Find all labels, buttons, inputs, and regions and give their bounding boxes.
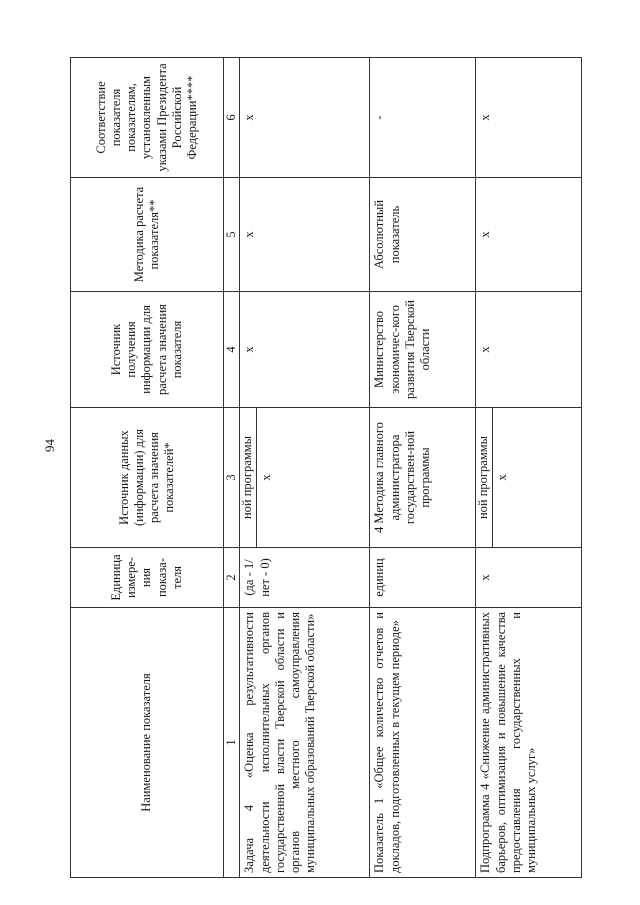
data-source-value: х	[258, 474, 273, 481]
indicators-table	[70, 57, 582, 878]
table-number-row	[224, 58, 240, 878]
header-unit: Единица измере-ния показа-теля	[71, 548, 224, 608]
data-source-continuation: ной программы	[240, 408, 256, 547]
col-number: 5	[224, 178, 240, 292]
col-number: 1	[224, 608, 240, 878]
table-row	[476, 58, 582, 878]
method-cell: х	[476, 178, 582, 292]
method-cell: х	[240, 178, 370, 292]
indicator-name: Подпрограмма 4 «Снижение административных барьеров, оптимизация и повышение качества предоставления государственных и муниципальных услуг»	[476, 608, 582, 878]
col-number: 3	[224, 408, 240, 548]
info-source-cell: х	[240, 292, 370, 408]
table-header-row	[71, 58, 224, 878]
info-source-cell: Министерство экономичес-кого развития Тверской области	[370, 292, 476, 408]
header-info-source: Источник получения информации для расчета значения показателя	[71, 292, 224, 408]
unit-cell: (да - 1/ нет - 0)	[240, 548, 370, 608]
header-method: Методика расчета показателя**	[71, 178, 224, 292]
compliance-cell: х	[240, 58, 370, 178]
info-source-cell: х	[476, 292, 582, 408]
col-number: 6	[224, 58, 240, 178]
compliance-cell: х	[476, 58, 582, 178]
unit-cell: х	[476, 548, 582, 608]
indicator-name: Показатель 1 «Общее количество отчетов и докладов, подготовленных в текущем периоде»	[370, 608, 476, 878]
compliance-cell: -	[370, 58, 476, 178]
data-source-cell: 4 Методика главного администратора государствен-ной программы	[370, 408, 476, 548]
header-compliance: Соответствие показателя показателям, установленным указами Президента Российской Федерации****	[71, 58, 224, 178]
indicator-name: Задача 4 «Оценка результативности деятельности исполнительных органов государственной власти Тверской области и органов местного самоуправления муниципальных образований Тверской области»	[240, 608, 370, 878]
data-source-continuation: ной программы	[476, 408, 492, 547]
header-indicator-name: Наименование показателя	[71, 608, 224, 878]
data-source-value: х	[494, 474, 509, 481]
table-row	[370, 58, 476, 878]
col-number: 2	[224, 548, 240, 608]
method-cell: Абсолютный показатель	[370, 178, 476, 292]
page-number: 94	[42, 439, 57, 452]
data-source-cell	[476, 408, 582, 548]
col-number: 4	[224, 292, 240, 408]
data-source-cell	[240, 408, 370, 548]
table-row	[240, 58, 370, 878]
unit-cell: единиц	[370, 548, 476, 608]
rotated-table-container	[70, 58, 538, 878]
header-data-source: Источник данных (информации) для расчета значения показателей*	[71, 408, 224, 548]
